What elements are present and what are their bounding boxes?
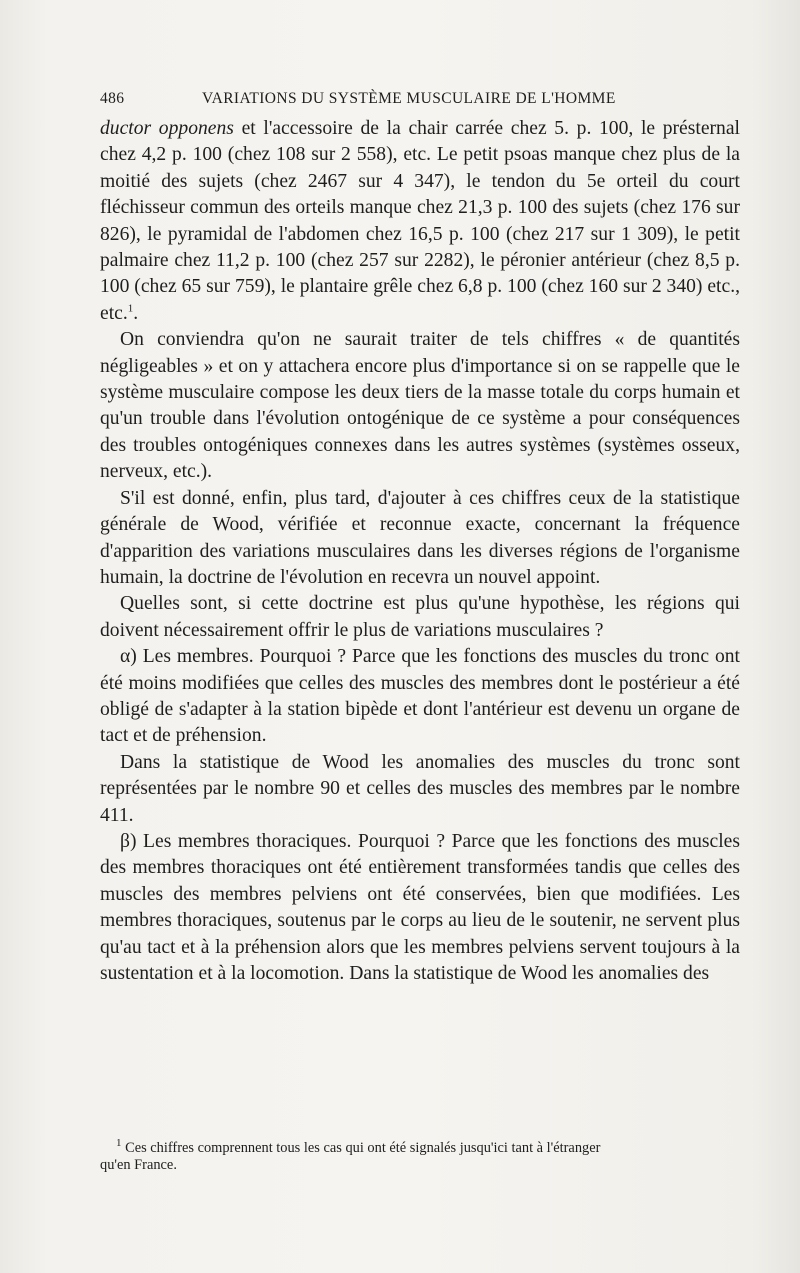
paragraph-1-end: .	[133, 302, 139, 324]
paragraph-1	[100, 116, 740, 327]
paragraph-4: Quelles sont, si cette doctrine est plus qu'une hypothèse, les régions qui doivent nécessairement offrir le plus de variations musculaires ?	[100, 593, 740, 641]
paragraph-3: S'il est donné, enfin, plus tard, d'ajouter à ces chiffres ceux de la statistique générale de Wood, vérifiée et reconnue exacte, concernant la fréquence d'apparition des variations musculaires dans les diverses régions de l'organisme humain, la doctrine de l'évolution en recevra un nouvel appoint.	[100, 487, 740, 588]
footnote-line-2: qu'en France.	[100, 1157, 177, 1173]
paragraph-7: β) Les membres thoraciques. Pourquoi ? Parce que les fonctions des muscles des membres thoraciques ont été entièrement transformées tandis que celles des muscles des membres pelviens ont été conservées, bien que modifiées. Les membres thoraciques, soutenus par le corps au lieu de le soutenir, ne servent plus qu'au tact et à la préhension alors que les membres pelviens servent toujours à la sustentation et à la locomotion. Dans la statistique de Wood les anomalies des	[100, 830, 740, 984]
body-text	[100, 116, 740, 987]
italic-term: ductor opponens	[100, 118, 234, 139]
footnote-reference[interactable]: 1	[127, 302, 134, 315]
footnote-text-1: Ces chiffres comprennent tous les cas qui ont été signalés jusqu'ici tant à l'étranger	[125, 1140, 601, 1156]
paragraph-5: α) Les membres. Pourquoi ? Parce que les fonctions des muscles du tronc ont été moins modifiées que celles des muscles des membres dont le postérieur a été obligé de s'adapter à la station bipède et dont l'antérieur est devenu un organe de tact et de préhension.	[100, 646, 740, 747]
paragraph-2: On conviendra qu'on ne saurait traiter de tels chiffres « de quantités négligeables » et on y attachera encore plus d'importance si on se rappelle que le système musculaire compose les deux tiers de la masse totale du corps humain et qu'un trouble dans l'évolution ontogénique de ce système a pour conséquences des troubles ontogéniques connexes dans les autres systèmes (systèmes osseux, nerveux, etc.).	[100, 329, 740, 483]
paragraph-1-text: et l'accessoire de la chair carrée chez 5. p. 100, le présternal chez 4,2 p. 100 (chez 108 sur 2 558), etc. Le petit psoas manque chez plus de la moitié des sujets (chez 2467 sur 4 347), le tendon du 5e orteil du court fléchisseur commun des orteils manque chez 21,3 p. 100 des sujets (chez 176 sur 826), le pyramidal de l'abdomen chez 16,5 p. 100 (chez 217 sur 1 309), le petit palmaire chez 11,2 p. 100 (chez 257 sur 2282), le péronier antérieur (chez 8,5 p. 100 (chez 65 sur 759), le plantaire grêle chez 6,8 p. 100 (chez 160 sur 2 340) etc., etc.	[100, 118, 740, 324]
running-header	[100, 90, 740, 114]
page-number: 486	[100, 90, 125, 107]
footnote	[100, 1137, 740, 1174]
paragraph-6: Dans la statistique de Wood les anomalies des muscles du tronc sont représentées par le nombre 90 et celles des muscles des membres par le nombre 411.	[100, 751, 740, 826]
running-title: VARIATIONS DU SYSTÈME MUSCULAIRE DE L'HOMME	[202, 90, 616, 107]
footnote-line-1	[100, 1137, 740, 1157]
footnote-mark: 1	[116, 1137, 122, 1150]
